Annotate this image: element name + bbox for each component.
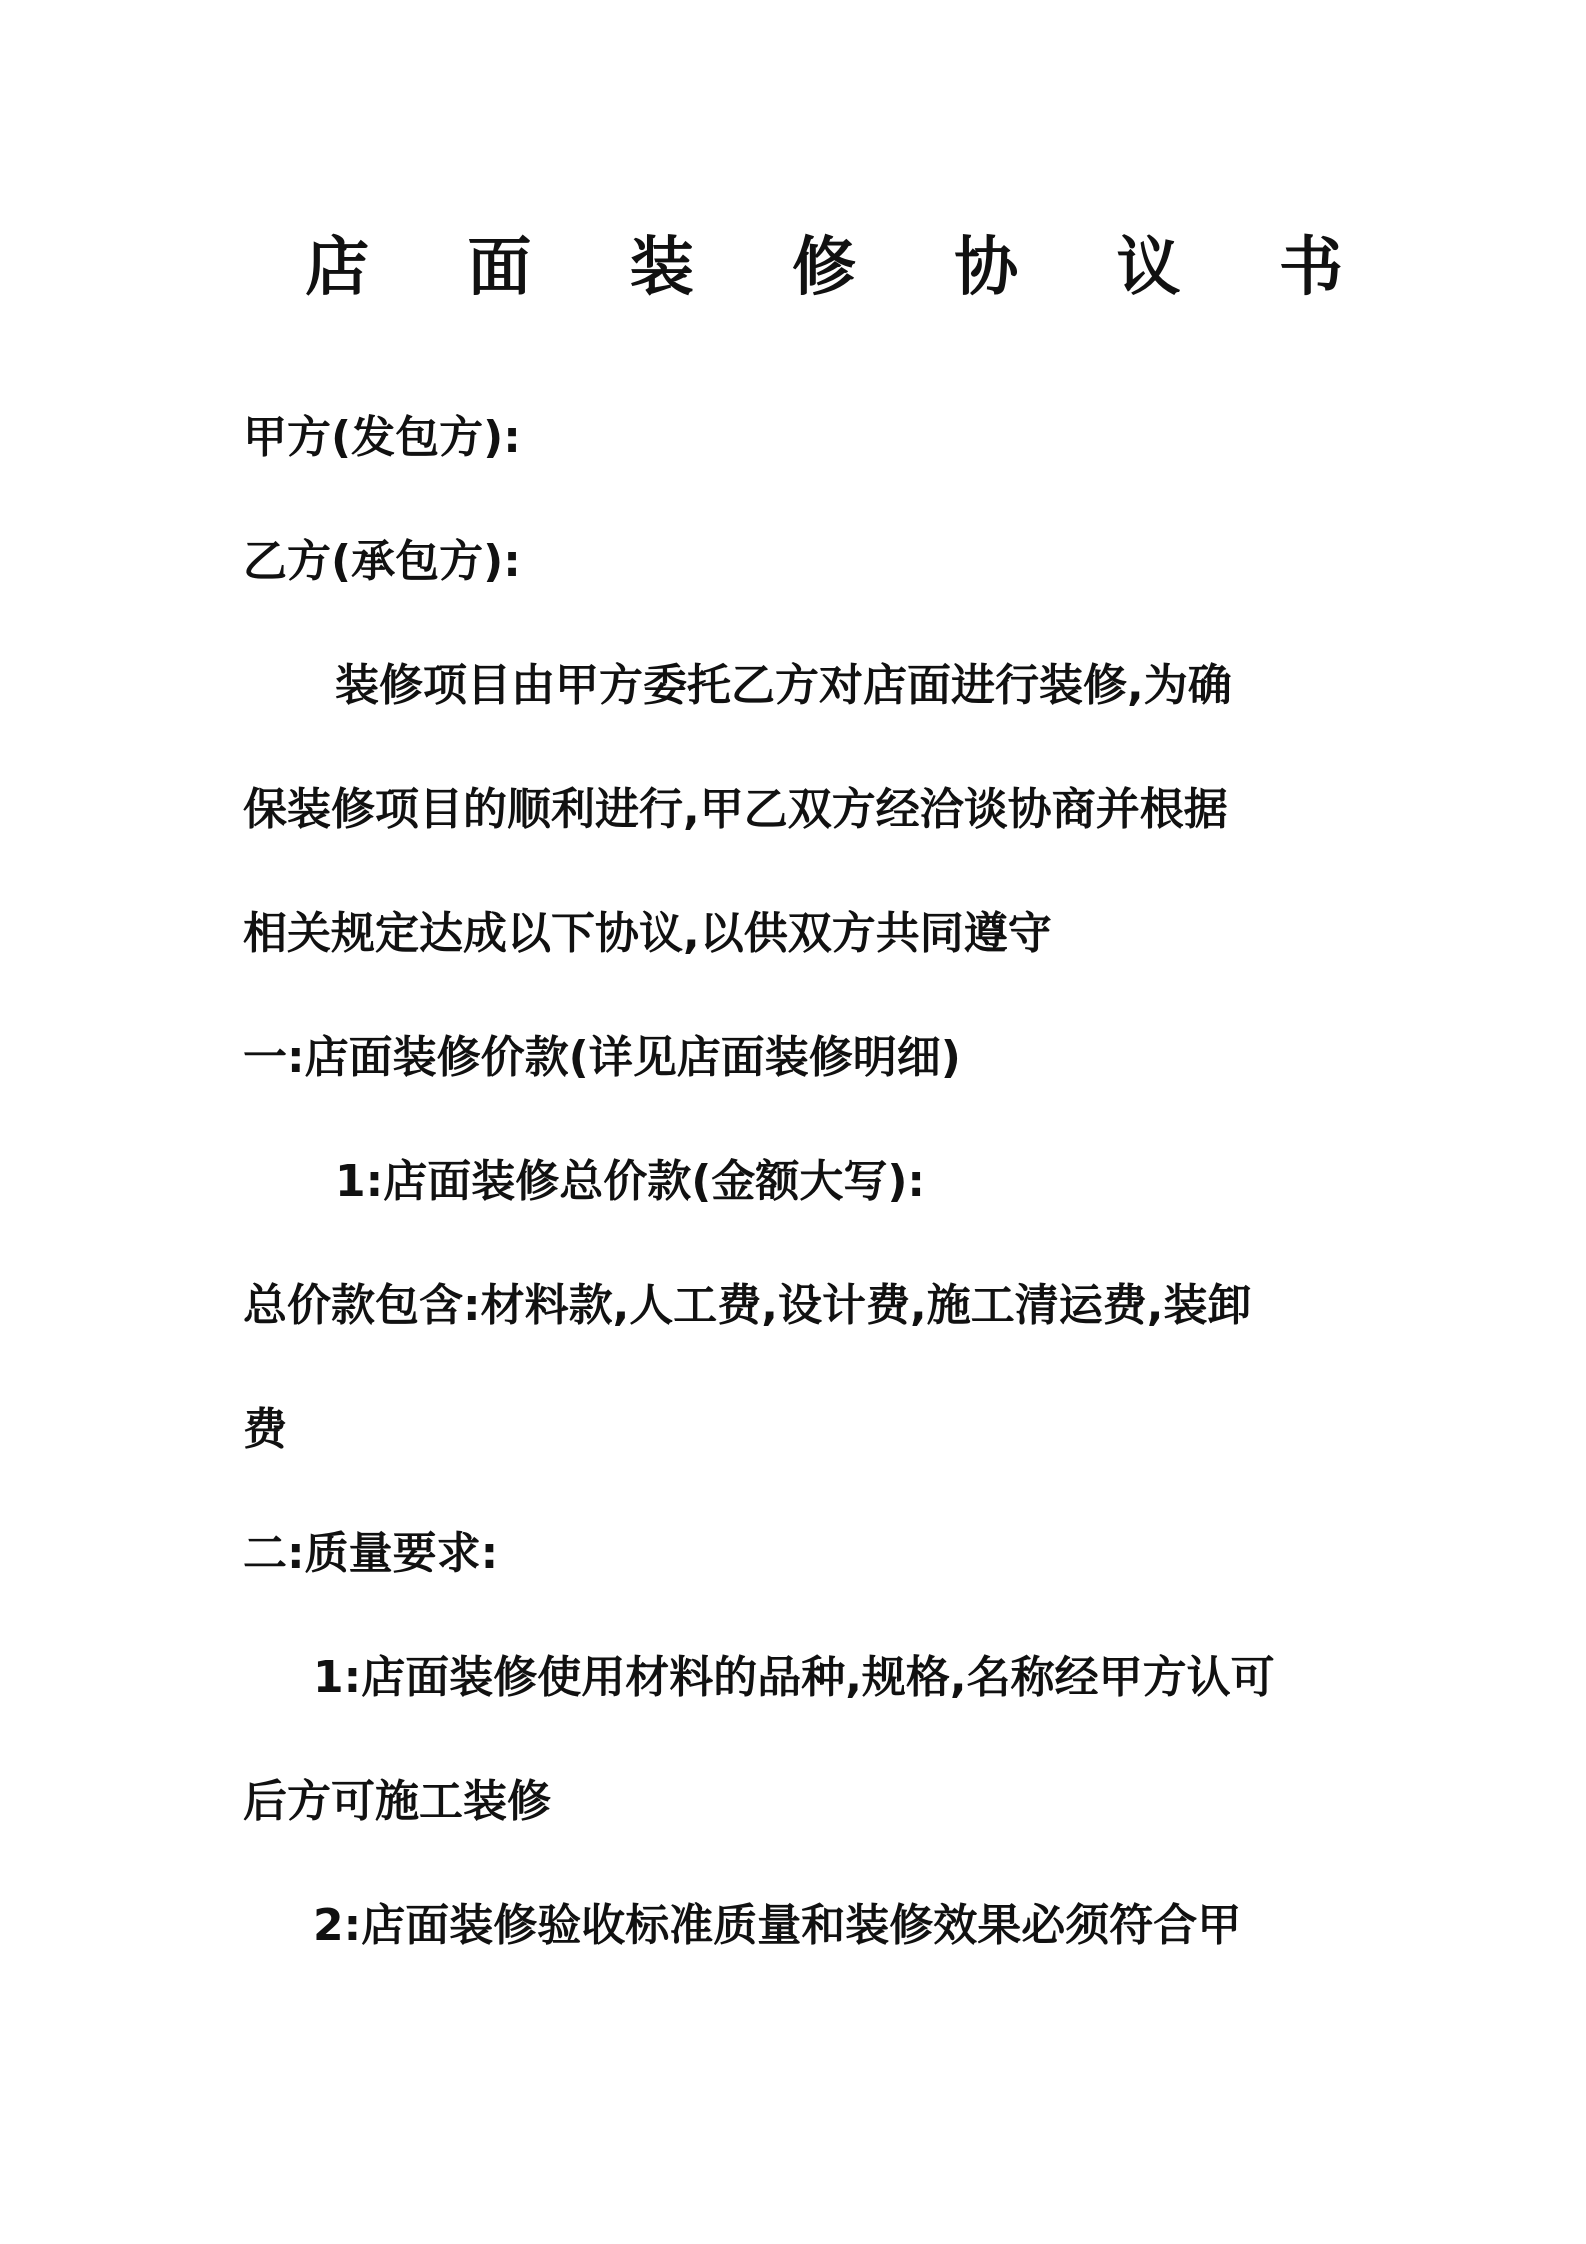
section-one-includes-line-2: 费 <box>243 1404 287 1455</box>
section-one-heading: 一:店面装修价款(详见店面装修明细) <box>243 1032 961 1083</box>
document-title: 店 面 装 修 协 议 书 <box>305 231 1381 305</box>
section-two-item-1-line-1: 1:店面装修使用材料的品种,规格,名称经甲方认可 <box>313 1652 1275 1703</box>
intro-paragraph-line-3: 相关规定达成以下协议,以供双方共同遵守 <box>243 908 1052 959</box>
section-one-includes-line-1: 总价款包含:材料款,人工费,设计费,施工清运费,装卸 <box>243 1280 1252 1331</box>
section-two-item-1-line-2: 后方可施工装修 <box>243 1776 551 1827</box>
document-body <box>243 376 1353 1988</box>
party-a-line: 甲方(发包方): <box>243 412 521 463</box>
section-two-item-2-line-1: 2:店面装修验收标准质量和装修效果必须符合甲 <box>313 1900 1242 1951</box>
intro-paragraph-line-1: 装修项目由甲方委托乙方对店面进行装修,为确 <box>335 660 1232 711</box>
section-one-item-1: 1:店面装修总价款(金额大写): <box>335 1156 926 1207</box>
section-two-heading: 二:质量要求: <box>243 1528 499 1579</box>
party-b-line: 乙方(承包方): <box>243 536 521 587</box>
intro-paragraph-line-2: 保装修项目的顺利进行,甲乙双方经洽谈协商并根据 <box>243 784 1228 835</box>
